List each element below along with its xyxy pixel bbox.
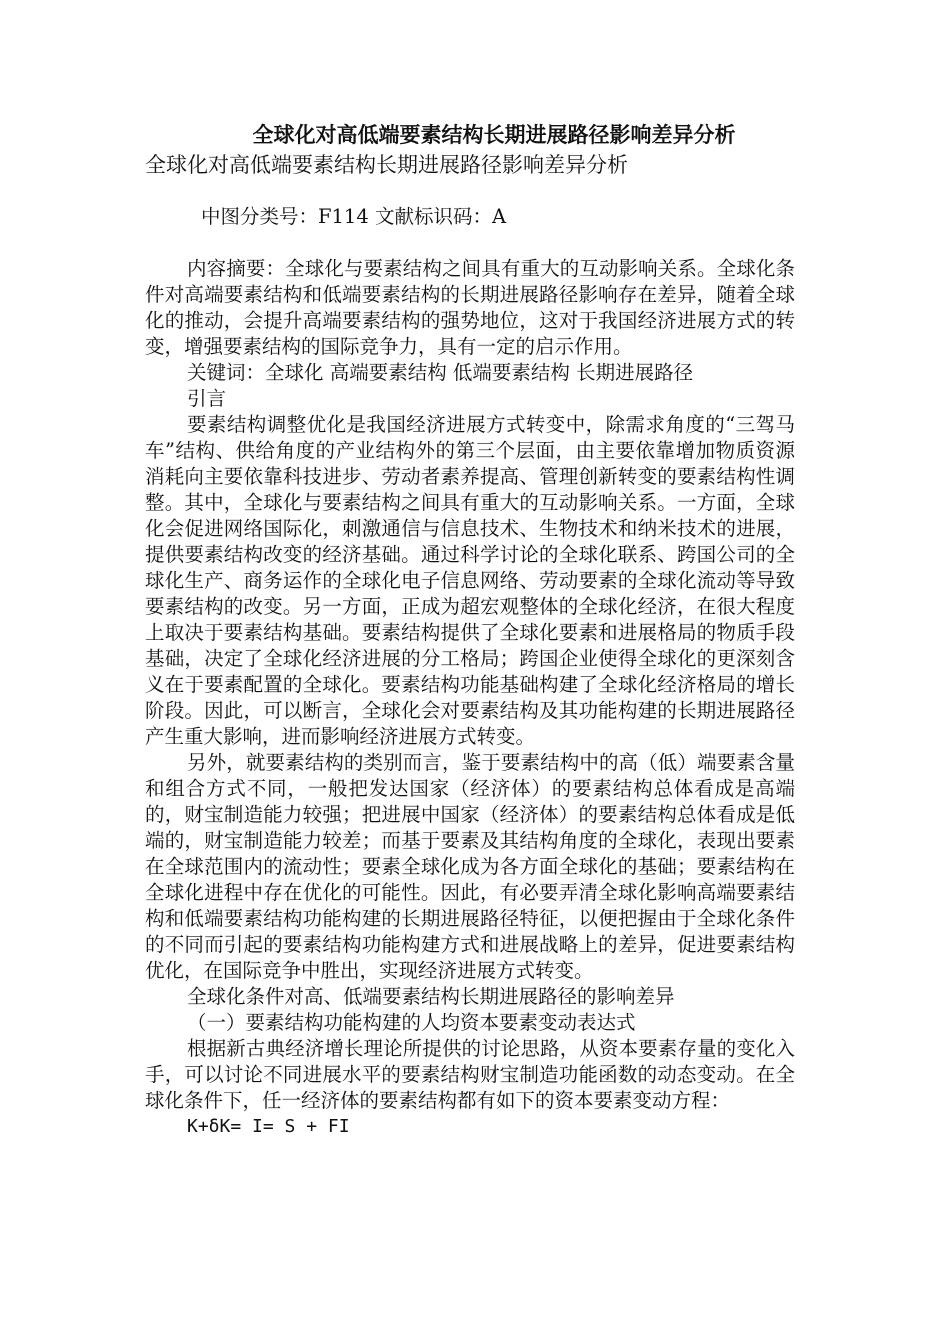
abstract-paragraph: 内容摘要：全球化与要素结构之间具有重大的互动影响关系。全球化条件对高端要素结构和低端要素结构的长期进展路径影响存在差异，随着全球化的推动，会提升高端要素结构的强势地位，这对于我国经济进展方式的转变，增强要素结构的国际竞争力，具有一定的启示作用。 (145, 257, 795, 358)
document-page (145, 120, 795, 1140)
classification-line: 中图分类号：F114 文献标识码：A (201, 205, 507, 228)
body-paragraph-2: 另外，就要素结构的类别而言，鉴于要素结构中的高（低）端要素含量和组合方式不同，一般把发达国家（经济体）的要素结构总体看成是高端的，财宝制造能力较强；把进展中国家（经济体）的要素结构总体看成是低端的，财宝制造能力较差；而基于要素及其结构角度的全球化，表现出要素在全球范围内的流动性；要素全球化成为各方面全球化的基础；要素结构在全球化进程中存在优化的可能性。因此，有必要弄清全球化影响高端要素结构和低端要素结构功能构建的长期进展路径特征，以便把握由于全球化条件的不同而引起的要素结构功能构建方式和进展战略上的差异，促进要素结构优化，在国际竞争中胜出，实现经济进展方式转变。 (145, 751, 795, 982)
document-title: 全球化对高低端要素结构长期进展路径影响差异分析 (252, 122, 736, 147)
capital-equation: K+δK= I= S + FI (187, 1116, 350, 1137)
document-subtitle: 全球化对高低端要素结构长期进展路径影响差异分析 (145, 153, 628, 177)
subsection-heading: （一）要素结构功能构建的人均资本要素变动表达式 (187, 1011, 636, 1034)
body-paragraph-1: 要素结构调整优化是我国经济进展方式转变中，除需求角度的“三驾马车”结构、供给角度的产业结构外的第三个层面，由主要依靠增加物质资源消耗向主要依靠科技进步、劳动者素养提高、管理创新转变的要素结构性调整。其中，全球化与要素结构之间具有重大的互动影响关系。一方面，全球化会促进网络国际化，刺激通信与信息技术、生物技术和纳米技术的进展，提供要素结构改变的经济基础。通过科学讨论的全球化联系、跨国公司的全球化生产、商务运作的全球化电子信息网络、劳动要素的全球化流动等导致要素结构的改变。另一方面，正成为超宏观整体的全球化经济，在很大程度上取决于要素结构基础。要素结构提供了全球化要素和进展格局的物质手段基础，决定了全球化经济进展的分工格局；跨国企业使得全球化的更深刻含义在于要素配置的全球化。要素结构功能基础构建了全球化经济格局的增长阶段。因此，可以断言，全球化会对要素结构及其功能构建的长期进展路径产生重大影响，进而影响经济进展方式转变。 (145, 413, 795, 748)
section-heading: 全球化条件对高、低端要素结构长期进展路径的影响差异 (187, 985, 675, 1008)
body-paragraph-3: 根据新古典经济增长理论所提供的讨论思路，从资本要素存量的变化入手，可以讨论不同进展水平的要素结构财宝制造功能函数的动态变动。在全球化条件下，任一经济体的要素结构都有如下的资本要素变动方程： (145, 1037, 795, 1112)
keywords-line: 关键词：全球化 高端要素结构 低端要素结构 长期进展路径 (187, 361, 694, 384)
intro-heading: 引言 (187, 387, 227, 410)
